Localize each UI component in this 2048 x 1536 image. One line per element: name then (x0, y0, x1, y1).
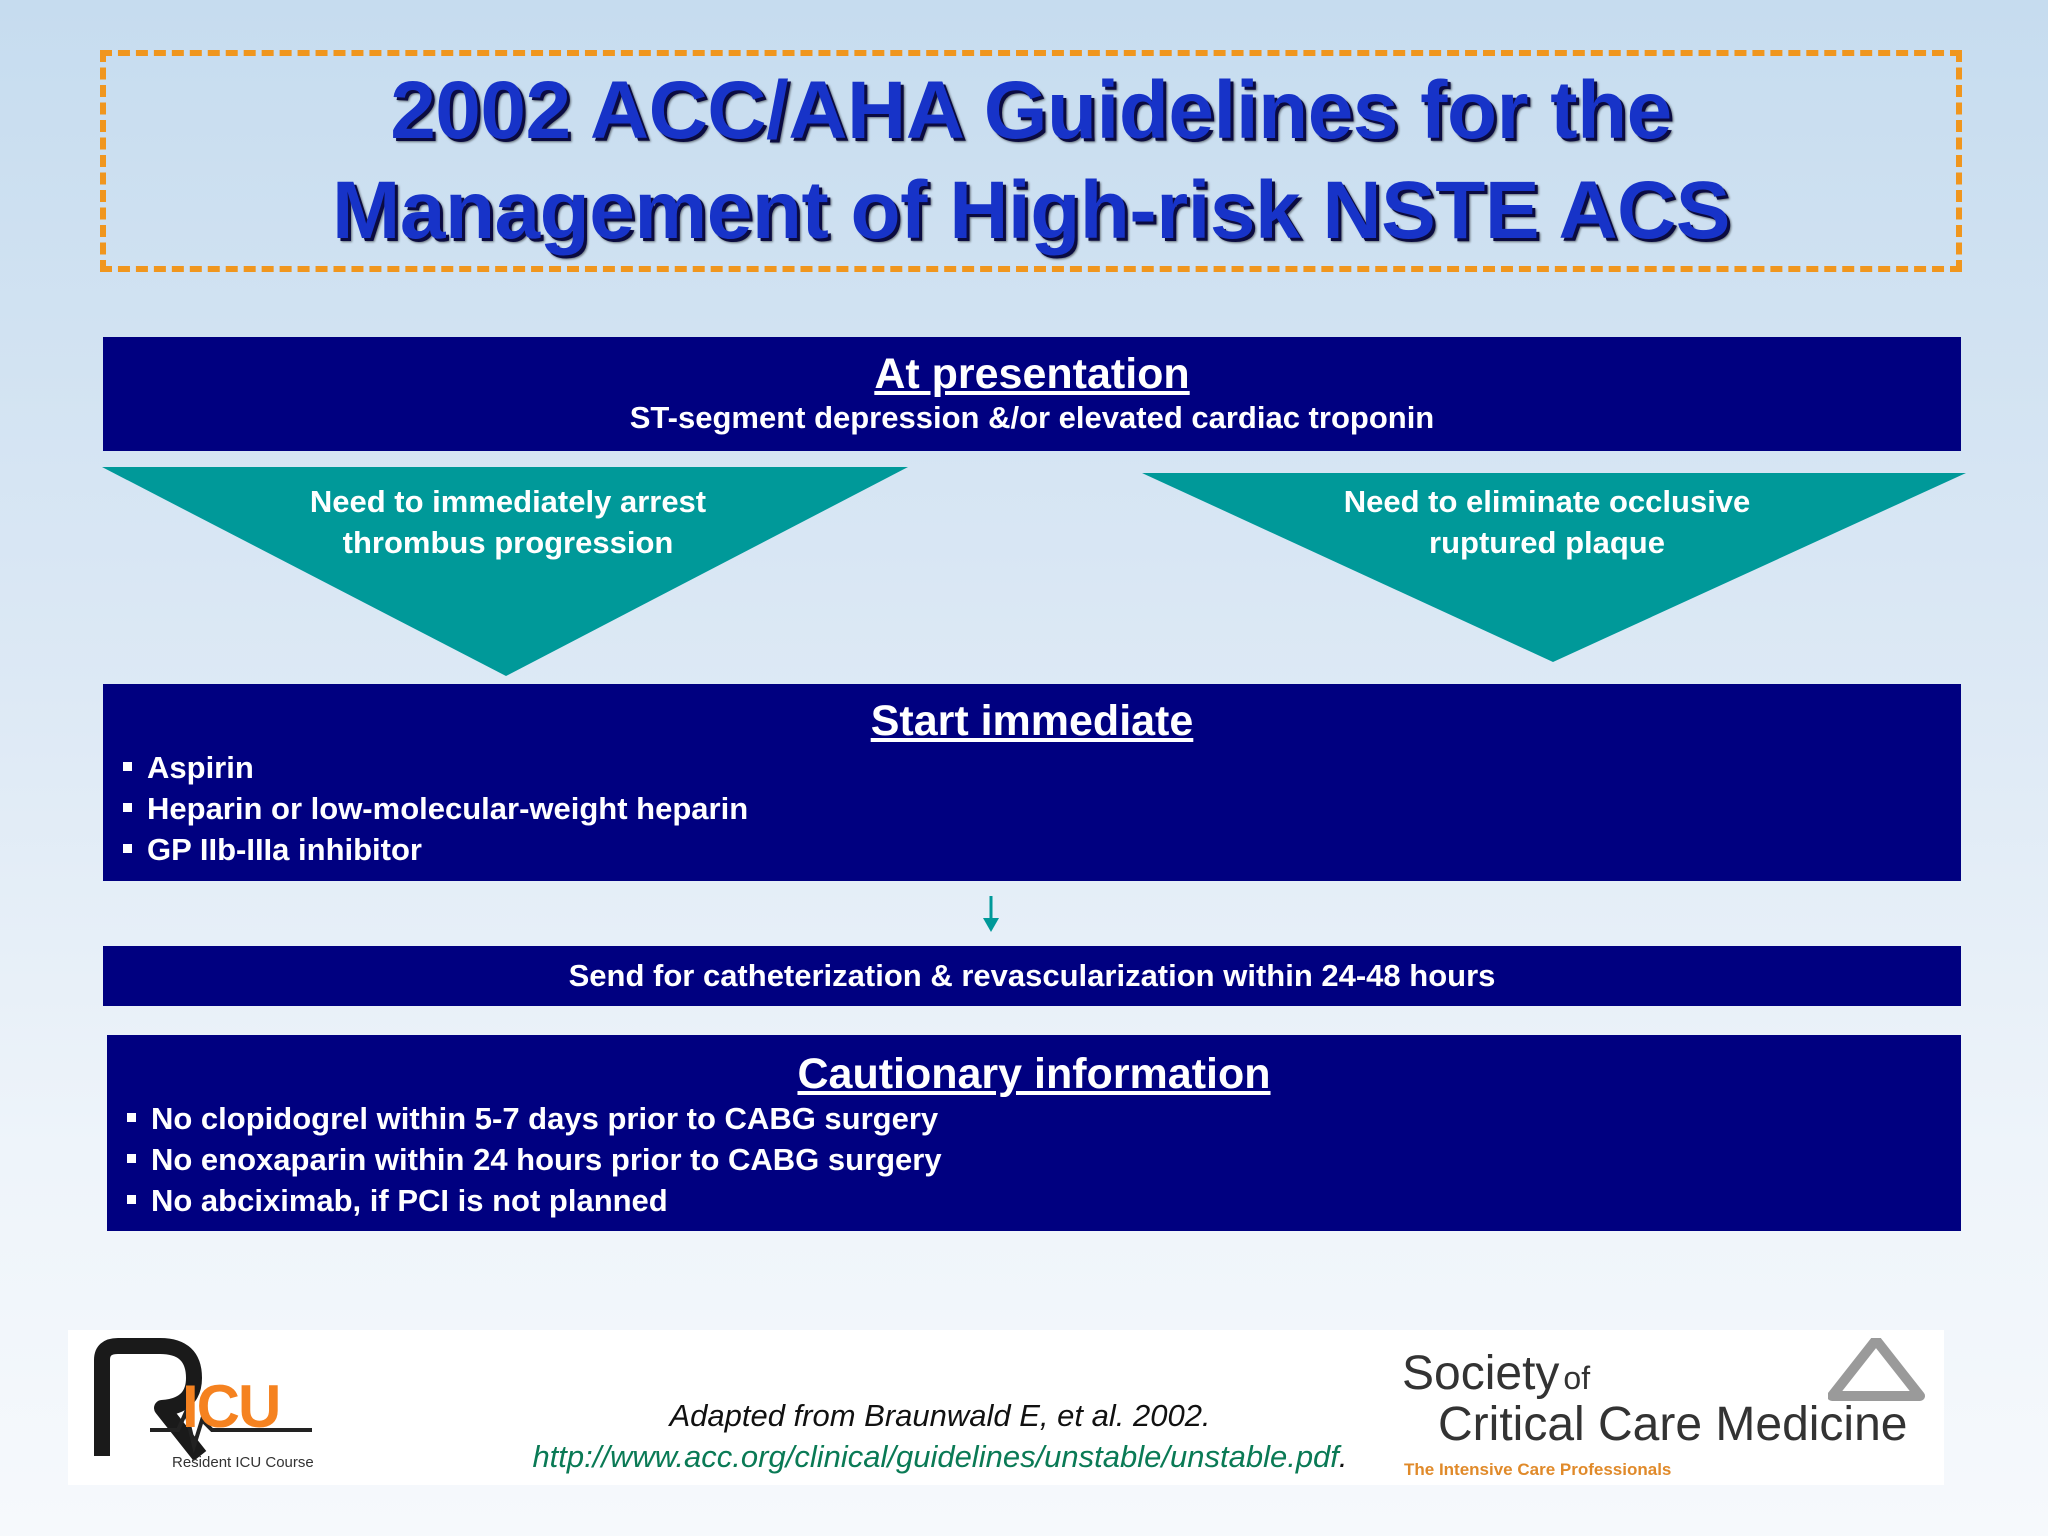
presentation-heading: At presentation (874, 350, 1190, 398)
list-item: No enoxaparin within 24 hours prior to CABG surgery (107, 1139, 1961, 1180)
sccm-society: Society (1402, 1347, 1560, 1400)
right-triangle-label (1247, 481, 1847, 563)
resident-icu-logo (90, 1338, 330, 1478)
list-item: No clopidogrel within 5-7 days prior to CABG surgery (107, 1098, 1961, 1139)
sccm-name: Critical Care Medicine (1438, 1398, 1908, 1451)
caution-list (107, 1098, 1961, 1221)
caution-box (107, 1035, 1961, 1231)
citation-url-suffix: . (1338, 1439, 1348, 1474)
down-arrow-icon (980, 894, 1002, 934)
start-immediate-heading: Start immediate (870, 697, 1194, 745)
left-triangle-line-1: Need to immediately arrest (309, 484, 707, 519)
sccm-of: of (1563, 1360, 1591, 1396)
title-line-2: Management of High-risk NSTE ACS (332, 165, 1730, 256)
list-item: GP IIb-IIIa inhibitor (103, 829, 1961, 870)
sccm-logo (1400, 1338, 1940, 1480)
citation-url[interactable]: http://www.acc.org/clinical/guidelines/unstable/unstable.pdf (532, 1439, 1339, 1474)
citation (400, 1395, 1480, 1477)
left-triangle-label (208, 481, 808, 563)
sccm-society-line (1402, 1347, 1590, 1405)
right-triangle-line-1: Need to eliminate occlusive (1343, 484, 1751, 519)
icu-logo-letters: ICU (182, 1373, 280, 1440)
start-immediate-list (103, 747, 1961, 870)
sccm-tagline: The Intensive Care Professionals (1404, 1460, 1672, 1479)
icu-logo-caption: Resident ICU Course (172, 1454, 314, 1471)
citation-url-line (400, 1436, 1480, 1477)
title-line-1: 2002 ACC/AHA Guidelines for the (390, 65, 1672, 156)
right-triangle-line-2: ruptured plaque (1429, 525, 1665, 560)
list-item: No abciximab, if PCI is not planned (107, 1180, 1961, 1221)
sccm-triangle-icon (1828, 1338, 1928, 1408)
left-triangle-line-2: thrombus progression (342, 525, 674, 560)
caution-heading: Cautionary information (797, 1050, 1271, 1098)
list-item: Heparin or low-molecular-weight heparin (103, 788, 1961, 829)
presentation-subtext: ST-segment depression &/or elevated cardiac troponin (629, 400, 1435, 435)
send-box (103, 946, 1961, 1006)
send-text: Send for catheterization & revascularization within 24-48 hours (568, 958, 1496, 993)
start-immediate-box (103, 684, 1961, 881)
list-item: Aspirin (103, 747, 1961, 788)
citation-text: Adapted from Braunwald E, et al. 2002. (669, 1398, 1211, 1433)
triangles-diagram (0, 0, 2048, 700)
